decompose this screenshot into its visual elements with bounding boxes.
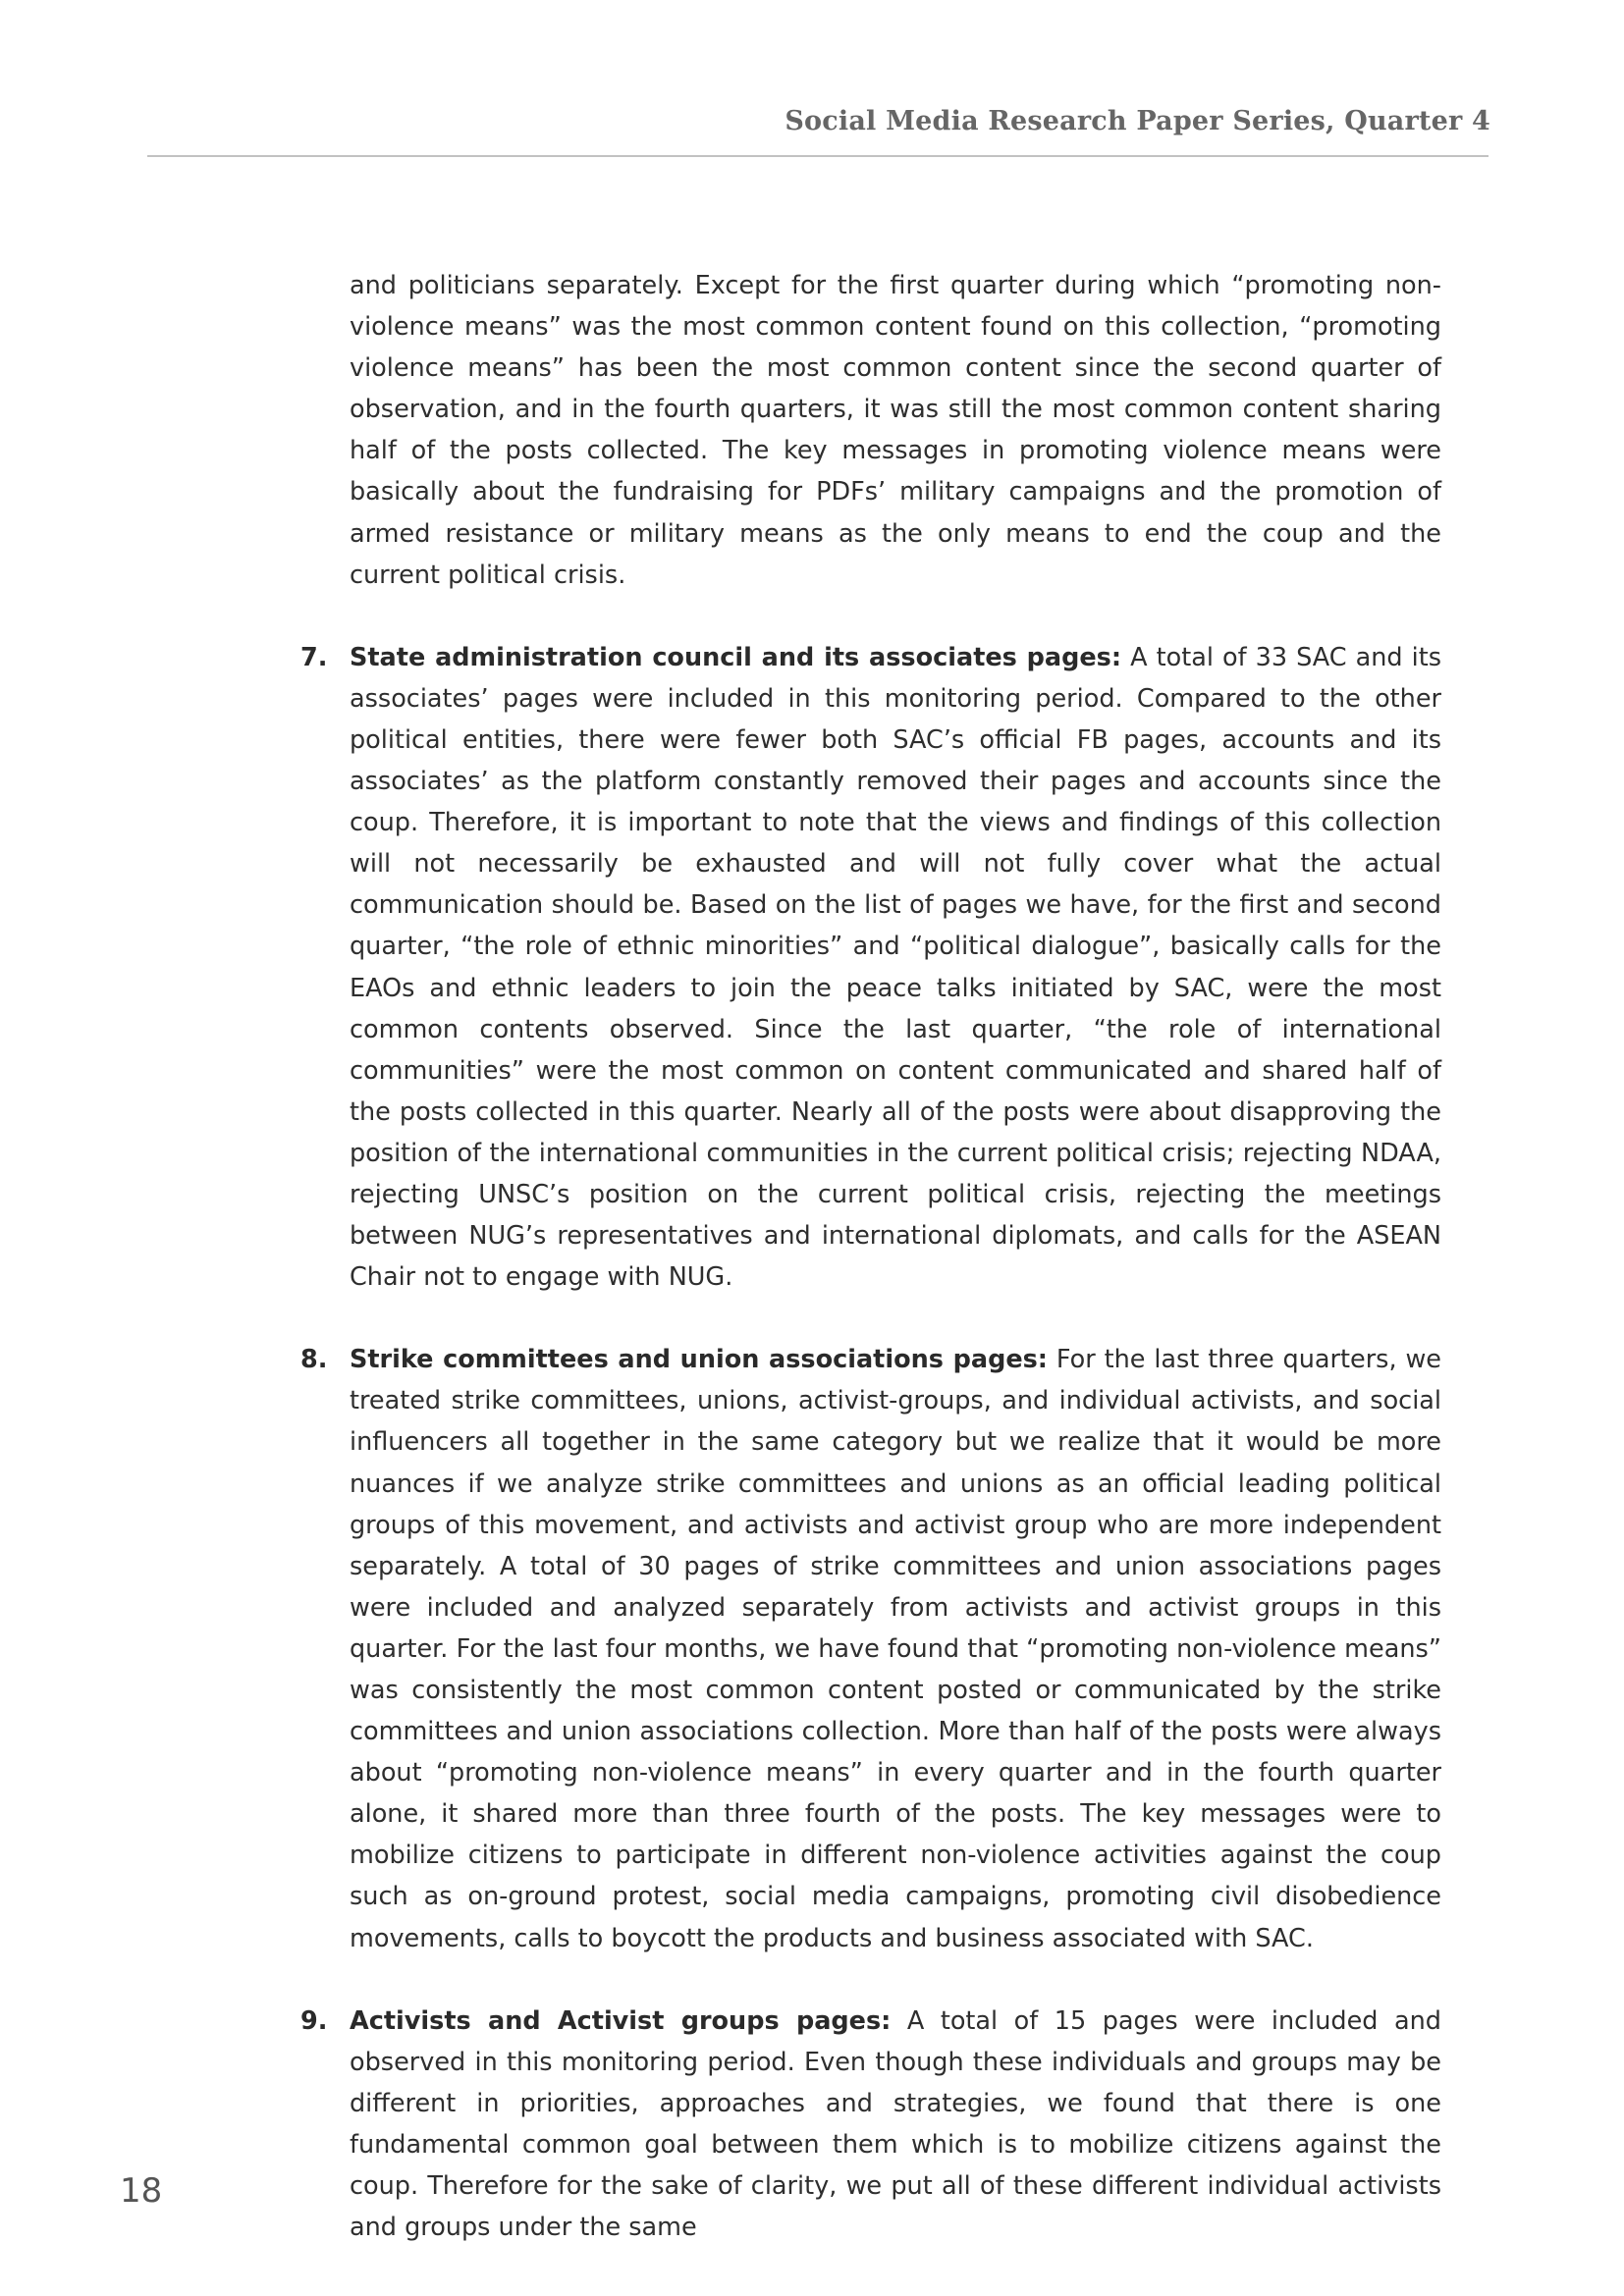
list-item-number: 8. (300, 1345, 328, 1375)
list-item-heading: Activists and Activist groups pages: (350, 2005, 892, 2036)
list-item-9 (300, 2001, 1441, 2249)
page-number: 18 (120, 2171, 163, 2211)
list-item-text (350, 1339, 1441, 1958)
list-item-heading: State administration council and its associates pages: (350, 642, 1122, 672)
list-item-7 (300, 637, 1441, 1299)
page-body (300, 265, 1441, 2248)
intro-paragraph: and politicians separately. Except for the first quarter during which “promoting non-violence means” was the most common content found on this collection, “promoting violence means” has been the most common content since the second quarter of observation, and in the fourth quarters, it was still the most common content sharing half of the posts collected. The key messages in promoting violence means were basically about the fundraising for PDFs’ military campaigns and the promotion of armed resistance or military means as the only means to end the coup and the current political crisis. (350, 271, 1441, 590)
list-item-body: A total of 15 pages were included and observed in this monitoring period. Even though these individuals and groups may be different in priorities, approaches and strategies, we found that there is one fundamental common goal between them which is to mobilize citizens against the coup. Therefore for the sake of clarity, we put all of these different individual activists and groups under the same (350, 2005, 1441, 2243)
list-item-number: 9. (300, 2005, 328, 2036)
list-item-number: 7. (300, 642, 328, 672)
list-item-text (350, 2001, 1441, 2249)
list-item-8 (300, 1339, 1441, 1958)
running-header: Social Media Research Paper Series, Quarter 4 (785, 106, 1490, 136)
list-item-body: A total of 33 SAC and its associates’ pages were included in this monitoring period. Compared to the other political entities, there were fewer both SAC’s official FB pages, accounts and its associates’ as the platform constantly removed their pages and accounts since the coup. Therefore, it is important to note that the views and findings of this collection will not necessarily be exhausted and will not fully cover what the actual communication should be. Based on the list of pages we have, for the first and second quarter, “the role of ethnic minorities” and “political dialogue”, basically calls for the EAOs and ethnic leaders to join the peace talks initiated by SAC, were the most common contents observed. Since the last quarter, “the role of international communities” were the most common on content communicated and shared half of the posts collected in this quarter. Nearly all of the posts were about disapproving the position of the international communities in the current political crisis; rejecting NDAA, rejecting UNSC’s position on the current political crisis, rejecting the meetings between NUG’s representatives and international diplomats, and calls for the ASEAN Chair not to engage with NUG. (350, 642, 1441, 1293)
list-item-text (350, 637, 1441, 1299)
list-item-body: For the last three quarters, we treated strike committees, unions, activist-groups, and individual activists, and social influencers all together in the same category but we realize that it would be more nuances if we analyze strike committees and unions as an official leading political groups of this movement, and activists and activist group who are more independent separately. A total of 30 pages of strike committees and union associations pages were included and analyzed separately from activists and activist groups in this quarter. For the last four months, we have found that “promoting non-violence means” was consistently the most common content posted or communicated by the strike committees and union associations collection. More than half of the posts were always about “promoting non-violence means” in every quarter and in the fourth quarter alone, it shared more than three fourth of the posts. The key messages were to mobilize citizens to participate in different non-violence activities against the coup such as on-ground protest, social media campaigns, promoting civil disobedience movements, calls to boycott the products and business associated with SAC. (350, 1345, 1441, 1953)
header-divider (147, 155, 1489, 157)
list-item-heading: Strike committees and union associations pages: (350, 1345, 1049, 1375)
